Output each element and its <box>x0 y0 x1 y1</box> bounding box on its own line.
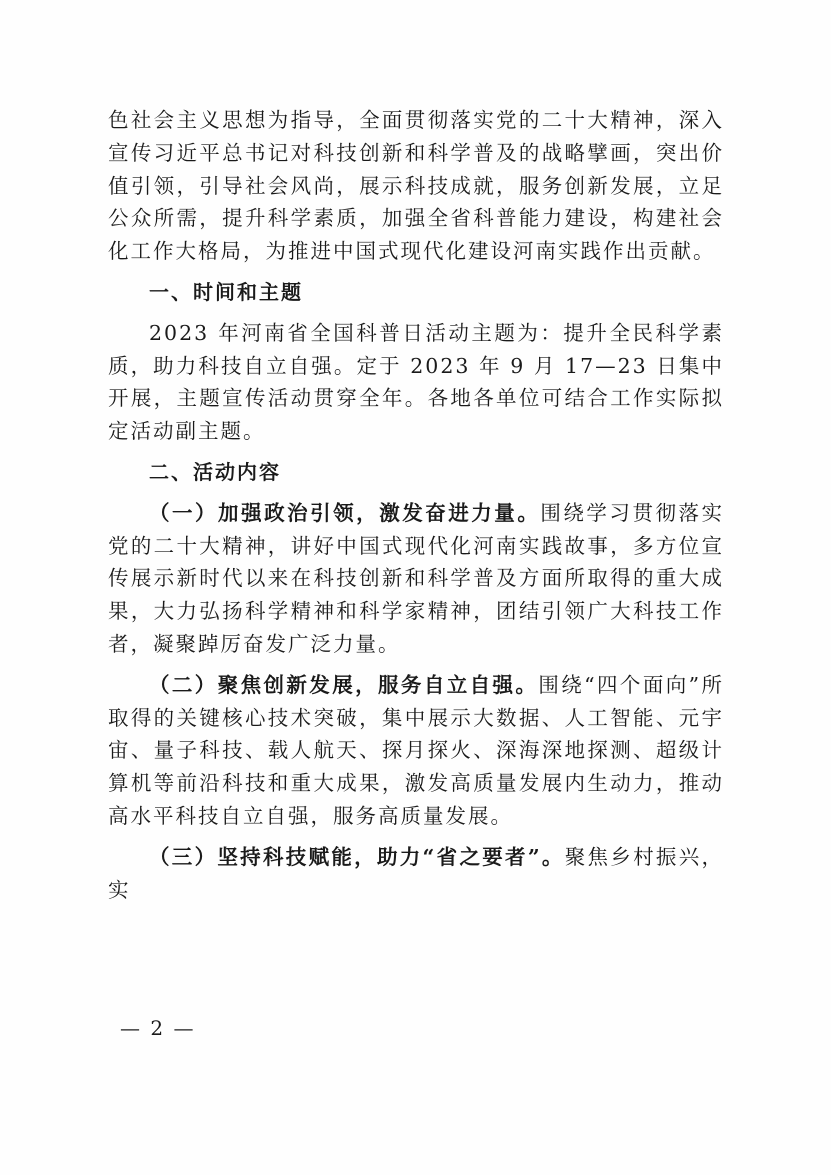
activity-item-2 <box>108 669 724 833</box>
activity-item-1-text: 围绕学习贯彻落实党的二十大精神，讲好中国式现代化河南实践故事，多方位宣传展示新时代以来在科技创新和科学普及方面所取得的重大成果，大力弘扬科学精神和科学家精神，团结引领广大科技工作者，凝聚踔厉奋发广泛力量。 <box>108 500 725 656</box>
page-number: — 2 — <box>120 1016 196 1040</box>
activity-item-2-lead: （二）聚焦创新发展，服务自立自强。 <box>149 672 539 697</box>
activity-item-2-text: 围绕“四个面向”所取得的关键核心技术突破，集中展示大数据、人工智能、元宇宙、量子科技、载人航天、探月探火、深海深地探测、超级计算机等前沿科技和重大成果，激发高质量发展内生动力，推动高水平科技自立自强，服务高质量发展。 <box>108 672 724 828</box>
activity-item-1-lead: （一）加强政治引领，激发奋进力量。 <box>149 500 541 525</box>
section-heading-time-theme: 一、时间和主题 <box>149 279 303 304</box>
activity-item-3-lead: （三）坚持科技赋能，助力“省之要者”。 <box>149 844 565 869</box>
document-body <box>108 104 724 906</box>
section-heading-activity-content: 二、活动内容 <box>149 459 281 484</box>
activity-item-1 <box>108 497 724 661</box>
activity-item-3-text: 聚焦乡村振兴，实 <box>108 844 724 902</box>
section1-paragraph: 2023 年河南省全国科普日活动主题为：提升全民科学素质，助力科技自立自强。定于 2023 年 9 月 17—23 日集中开展，主题宣传活动贯穿全年。各地各单位可结合工作实际拟定活动副主题。 <box>108 320 724 444</box>
activity-item-3 <box>108 841 724 907</box>
intro-paragraph: 色社会主义思想为指导，全面贯彻落实党的二十大精神，深入宣传习近平总书记对科技创新和科学普及的战略擘画，突出价值引领，引导社会风尚，展示科技成就，服务创新发展，立足公众所需，提升科学素质，加强全省科普能力建设，构建社会化工作大格局，为推进中国式现代化建设河南实践作出贡献。 <box>108 108 724 264</box>
